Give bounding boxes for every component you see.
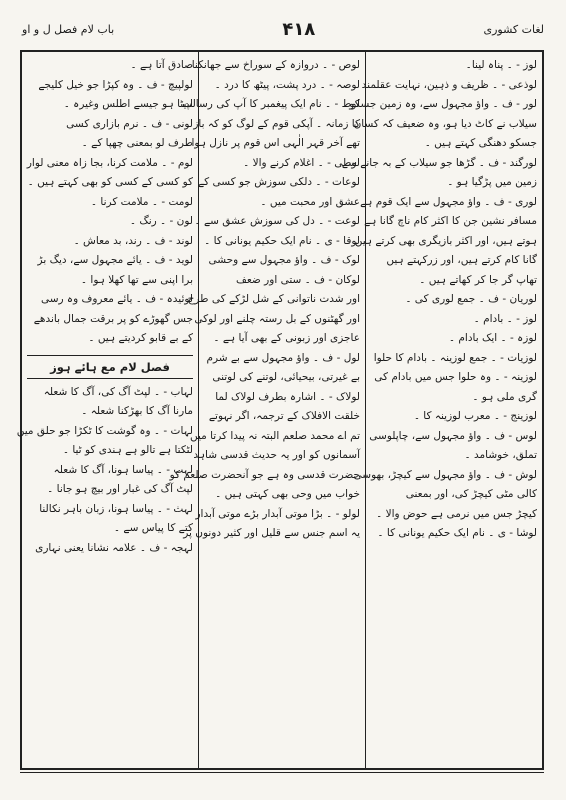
entry-line: لوصہ - ۔ درد پشت، پیٹھ کا درد ۔: [214, 78, 360, 91]
entry-line: لوند - ف ۔ رند، بد معاش ۔: [73, 234, 193, 247]
entry-line: لوزیات - ۔ جمع لوزینہ ۔ بادام کا حلوا: [373, 351, 537, 364]
entry-line: خلقت الافلاک کے ترجمہ، اگر نہوتے: [208, 410, 360, 422]
entry-line: لوشا - ی ۔ نام ایک حکیم یونانی کا ۔: [377, 527, 537, 539]
entry-line: لوزینج - ۔ معرب لوزینہ کا ۔: [413, 410, 537, 422]
entry-line: لوقا - ی ۔ نام ایک حکیم یونانی کا ۔: [204, 234, 360, 247]
entry-line: کتے کا پیاس سے ۔: [113, 522, 193, 534]
entry-line: لوز - ۔ بادام ۔: [473, 312, 537, 325]
entry-line: صادق آتا ہے ۔: [130, 59, 193, 71]
column-left: [16, 52, 198, 768]
entry-line: لوز - ۔ پناہ لینا۔: [465, 59, 537, 71]
entry-line: گری ملی ہو ۔: [472, 390, 537, 403]
entry-line: لہب - ۔ پیاسا ہونا، آگ کا شعلہ: [53, 463, 193, 476]
entry-line: لولاک - ۔ اشارہ بطرف لولاک لما: [215, 390, 360, 403]
header-book-title: لغات کشوری: [483, 22, 544, 36]
entry-line: لور - ف ۔ واؤ مجہول سے، وہ زمین جسکو: [349, 98, 537, 110]
header-section-title: باب لام فصل ل و او: [22, 22, 115, 36]
entry-line: حضرت قدسی وہ ہے جو آنحضرت صلعم کو: [169, 468, 360, 481]
entry-line: کا زمانہ ۔ آپکی قوم کے لوگ کو کہ باز: [193, 117, 360, 130]
entry-line: لوری - ف ۔ واؤ مجہول سے ایک قوم ہے: [360, 195, 537, 208]
entry-line: لوئیدہ - ف ۔ یائے معروف وہ رسی: [40, 293, 193, 305]
footer-rule: [20, 772, 544, 773]
entry-line: لوم - ۔ ملامت کرنا، بجا زاہ معنی لوار: [26, 156, 193, 169]
entry-line: لپٹ آگ کی غبار اور بیچ ہو جانا ۔: [47, 483, 193, 495]
entry-line: لوید - ف ۔ یائے مجہول سے، دیگ بڑ: [37, 254, 193, 266]
entry-line: مارنا آگ کا بھڑکنا شعلہ ۔: [81, 405, 193, 417]
entry-line: لوعات - ۔ دلکی سوزش جو کسی کے: [198, 176, 360, 188]
entry-line: لوش - ف ۔ واؤ مجہول سے کیچڑ، بھوسی: [353, 468, 537, 481]
entry-line: کو کسی کے کسی کو بھی کہتے ہیں ۔: [27, 176, 193, 188]
entry-line: لپیٹا ہو جیسے اطلس وغیرہ ۔: [63, 98, 193, 110]
section-heading: فصل لام مع ہائے ہوز: [27, 355, 193, 379]
entry-line: لوزینہ - ۔ وہ حلوا جس میں بادام کی: [374, 371, 537, 383]
entry-line: اور شدت ناتوانی کے شل لڑکے کی طرح: [187, 293, 360, 305]
entry-line: لولپیچ - ف ۔ وہ کپڑا جو خیل کلیجے: [38, 78, 193, 91]
entry-line: لوذعی - ۔ ظریف و ذہین، نہایت عقلمند: [361, 78, 537, 91]
entry-line: لوص - ۔ دروازہ کے سوراخ سے جھانکنا: [191, 59, 360, 71]
entry-line: لوعت - ۔ دل کی سوزش عشق سے ۔: [194, 215, 360, 227]
entry-line: لولو - ۔ بڑا موتی آبدار بڑے موتی آبدار: [195, 507, 360, 520]
entry-line: لومت - ۔ ملامت کرنا ۔: [90, 195, 193, 208]
entry-line: لہات - ۔ وہ گوشت کا ٹکڑا جو حلق میں: [16, 424, 193, 437]
entry-line: لول - ف ۔ واؤ مجہول سے بے شرم: [206, 351, 360, 364]
column-right: [341, 52, 542, 768]
entry-line: یہ اسم جنس سے قلیل اور کثیر دونوں پر: [183, 527, 360, 539]
entry-line: لٹکتا ہے تالو ہے ہندی کو ٹیا ۔: [62, 444, 193, 456]
entry-line: تھے آخر قہر الٰہی اس قوم پر نازل ہوا ۔: [181, 137, 360, 149]
entry-line: گانا کام کرتے ہیں، اور زرکہتے ہیں: [386, 254, 537, 266]
entry-line: لوریان - ف ۔ جمع لوری کی ۔: [405, 293, 537, 305]
entry-line: لورگند - ف ۔ گڑھا جو سیلاب کے بہ جانے سے: [341, 156, 537, 169]
entry-line: طرف لو بمعنی چھپا کے ۔: [81, 137, 193, 149]
entry-line: لون - ۔ رنگ ۔: [129, 215, 193, 227]
entry-line: لوطی - ۔ اغلام کرنے والا ۔: [243, 156, 360, 169]
entry-line: ہوتے ہیں، اور اکثر بازیگری بھی کرتے ہیں: [354, 234, 537, 247]
entry-line: لونی - ف ۔ نرم بازاری کسی: [66, 117, 193, 130]
entry-line: تم اے محمد صلعم البتہ نہ پیدا کرتا میں: [189, 429, 360, 442]
entry-line: جسکو دھنگی کہتے ہیں ۔: [424, 137, 537, 149]
entry-line: سیلاب نے کاٹ دیا ہو، وہ ضعیف کہ کسان: [353, 117, 537, 130]
entry-line: تملق، خوشامد ۔: [464, 449, 537, 461]
entry-line: لوزہ - ۔ ایک بادام ۔: [448, 332, 537, 344]
entry-line: لہاب - ۔ لپٹ آگ کی، آگ کا شعلہ: [43, 385, 193, 398]
entry-line: کے بے قابو کردیتے ہیں ۔: [88, 332, 193, 344]
entry-line: عشق اور محبت میں ۔: [260, 195, 360, 208]
entry-line: جس گھوڑے کو پر برقت جمال باندھے: [33, 312, 193, 325]
entry-line: عاجزی اور زبونی کے بھی آیا ہے ۔: [213, 332, 360, 344]
entry-line: کیچڑ جس میں نرمی ہے حوض والا ۔: [376, 507, 537, 520]
page-number: ۴۱۸: [282, 18, 316, 40]
entry-line: لہث - ۔ پیاسا ہونا، زبان باہر نکالنا: [39, 502, 193, 515]
entry-line: لوط - ۔ نام ایک پیغمبر کا آپ کی رسالت: [182, 98, 360, 110]
entry-line: بے غیرتی، بیحیائی، لوتنے کی لوتنی: [212, 371, 360, 383]
entry-line: لوک - ف ۔ واؤ مجہول سے وحشی: [208, 254, 360, 266]
entry-line: مسافر نشین جن کا اکثر کام ناچ گانا ہے: [364, 215, 537, 227]
entry-line: اور گھٹنوں کے بل رستہ چلنے اور لوکی: [194, 312, 360, 325]
entry-line: لوکان - ف ۔ ستی اور ضعف: [235, 273, 360, 286]
entry-line: آسمانوں کو اور یہ حدیث قدسی شاہد: [193, 449, 360, 461]
entry-line: زمین میں پڑگیا ہو ۔: [447, 176, 537, 188]
column-middle: [169, 52, 366, 768]
entry-line: تھاپ گر جا کر کھاتے ہیں ۔: [419, 273, 537, 286]
entry-line: برا اپنی سے تھا کھلا ہوا ۔: [80, 273, 193, 286]
entry-line: خواب میں وحی بھی کہتی ہیں ۔: [215, 488, 360, 500]
entry-line: لوس - ف ۔ واؤ مجہول سے، چاپلوسی: [369, 429, 537, 442]
page-header: [22, 14, 544, 44]
entry-line: کالی مٹی کیچڑ کی، اور بمعنی: [405, 488, 537, 500]
entry-line: لہجہ - ف ۔ علامہ نشانا یعنی نہاری: [35, 541, 193, 554]
content-frame: [16, 50, 544, 770]
